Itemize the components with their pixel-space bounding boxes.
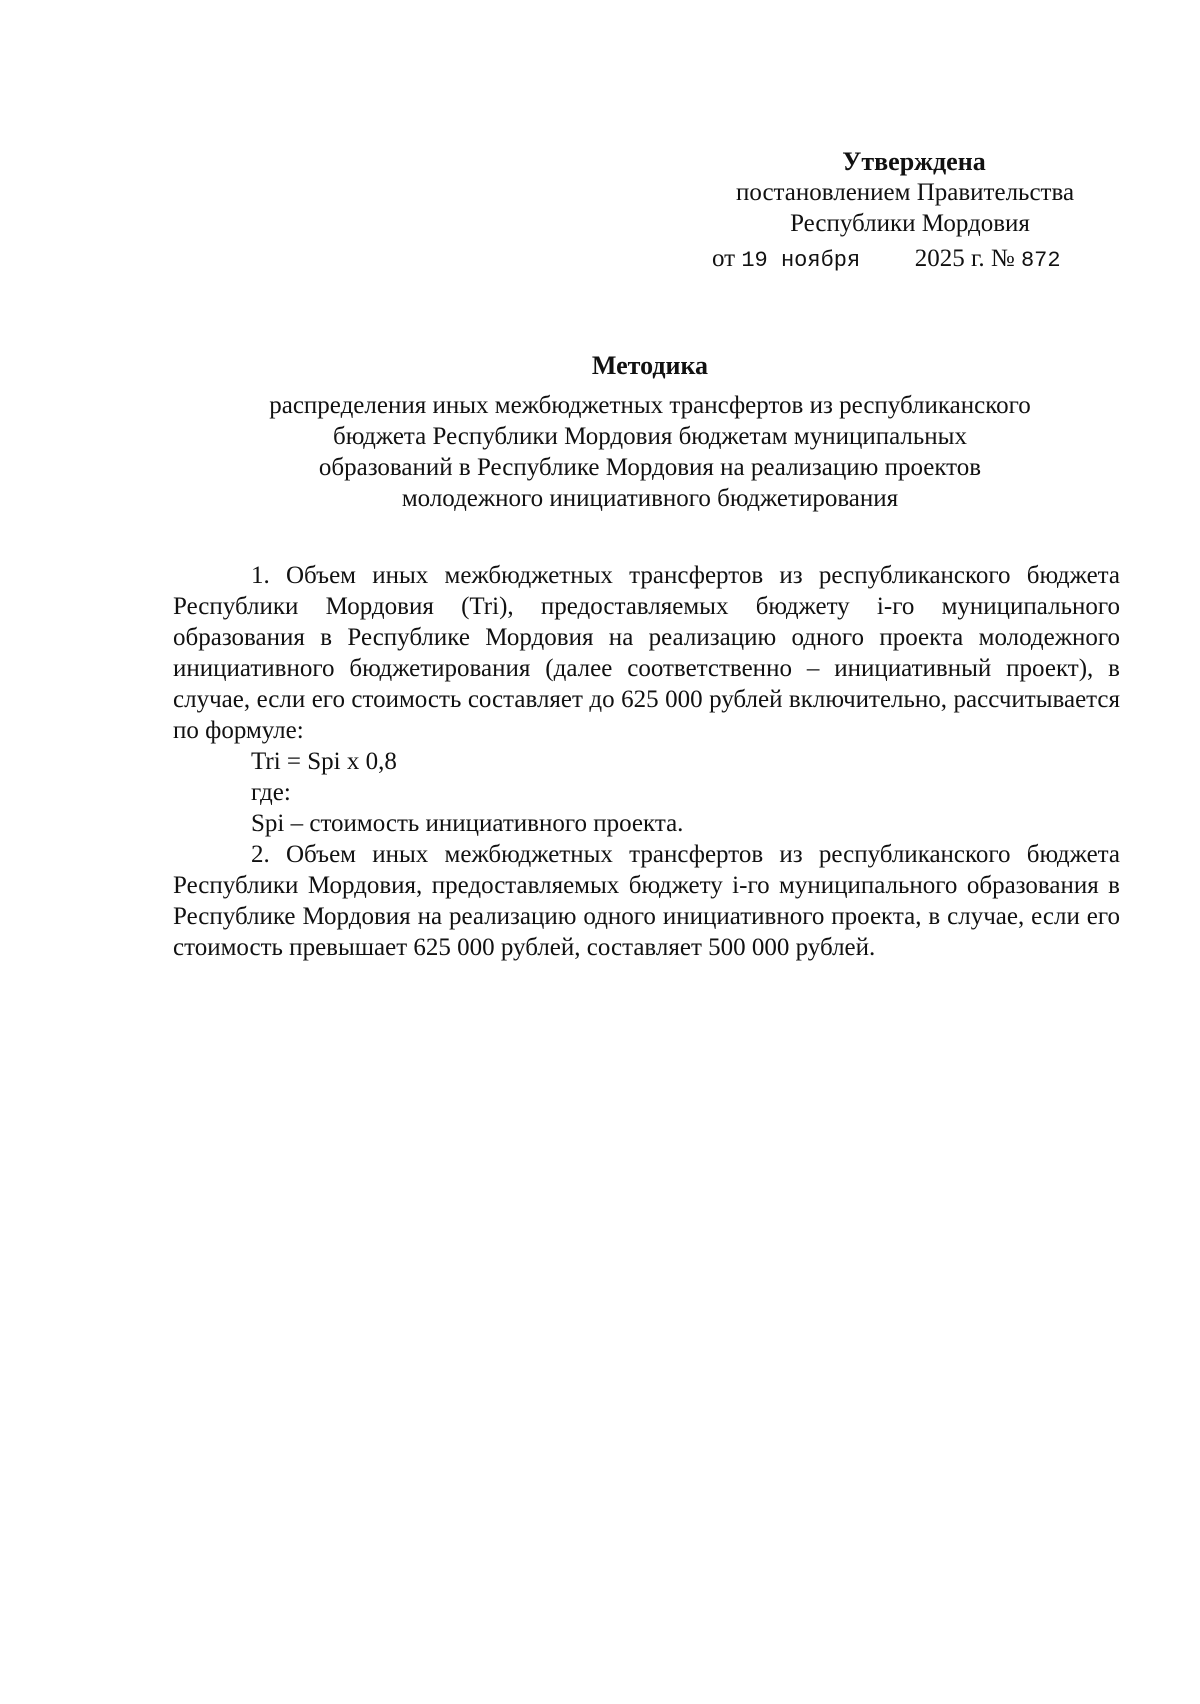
formula-where: где:: [251, 779, 291, 806]
date-year: 2025 г. №: [914, 245, 1015, 272]
paragraph-1: 1. Объем иных межбюджетных трансфертов из республиканского бюджета Республики Мордовия (Tri), предоставляемых бюджету i-го муниципального образования в Республике Мордовия на реализацию одного проекта молодежного инициативного бюджетирования (далее соответственно – инициативный проект), в случае, если его стоимость составляет до 625 000 рублей включительно, рассчитывается по формуле:: [173, 562, 1120, 744]
approval-line-1: постановлением Правительства: [735, 179, 1075, 206]
formula-definition: Spi – стоимость инициативного проекта.: [251, 810, 684, 837]
date-handwritten: 19 ноября: [741, 248, 861, 273]
paragraph-2: 2. Объем иных межбюджетных трансфертов из республиканского бюджета Республики Мордовия, предоставляемых бюджету i-го муниципального образования в Республике Мордовия на реализацию одного инициативного проекта, в случае, если его стоимость превышает 625 000 рублей, составляет 500 000 рублей.: [173, 841, 1120, 961]
subtitle-line-3: образований в Республике Мордовия на реализацию проектов: [318, 454, 982, 481]
document-title-block: [200, 350, 1100, 514]
approval-block: [690, 146, 1100, 276]
subtitle-line-2: бюджета Республики Мордовия бюджетам муниципальных: [333, 423, 967, 450]
document-heading: Методика: [591, 351, 709, 380]
date-prefix: от: [712, 245, 736, 272]
subtitle-line-1: распределения иных межбюджетных трансфертов из республиканского: [269, 392, 1031, 419]
subtitle-line-4: молодежного инициативного бюджетирования: [401, 485, 899, 512]
decree-number: 872: [1020, 248, 1061, 273]
document-body: [173, 560, 1120, 963]
approval-title: Утверждена: [842, 147, 986, 176]
formula: Tri = Spi x 0,8: [251, 748, 397, 775]
approval-line-2: Республики Мордовия: [790, 210, 1030, 237]
approval-date-line: [690, 243, 1100, 276]
